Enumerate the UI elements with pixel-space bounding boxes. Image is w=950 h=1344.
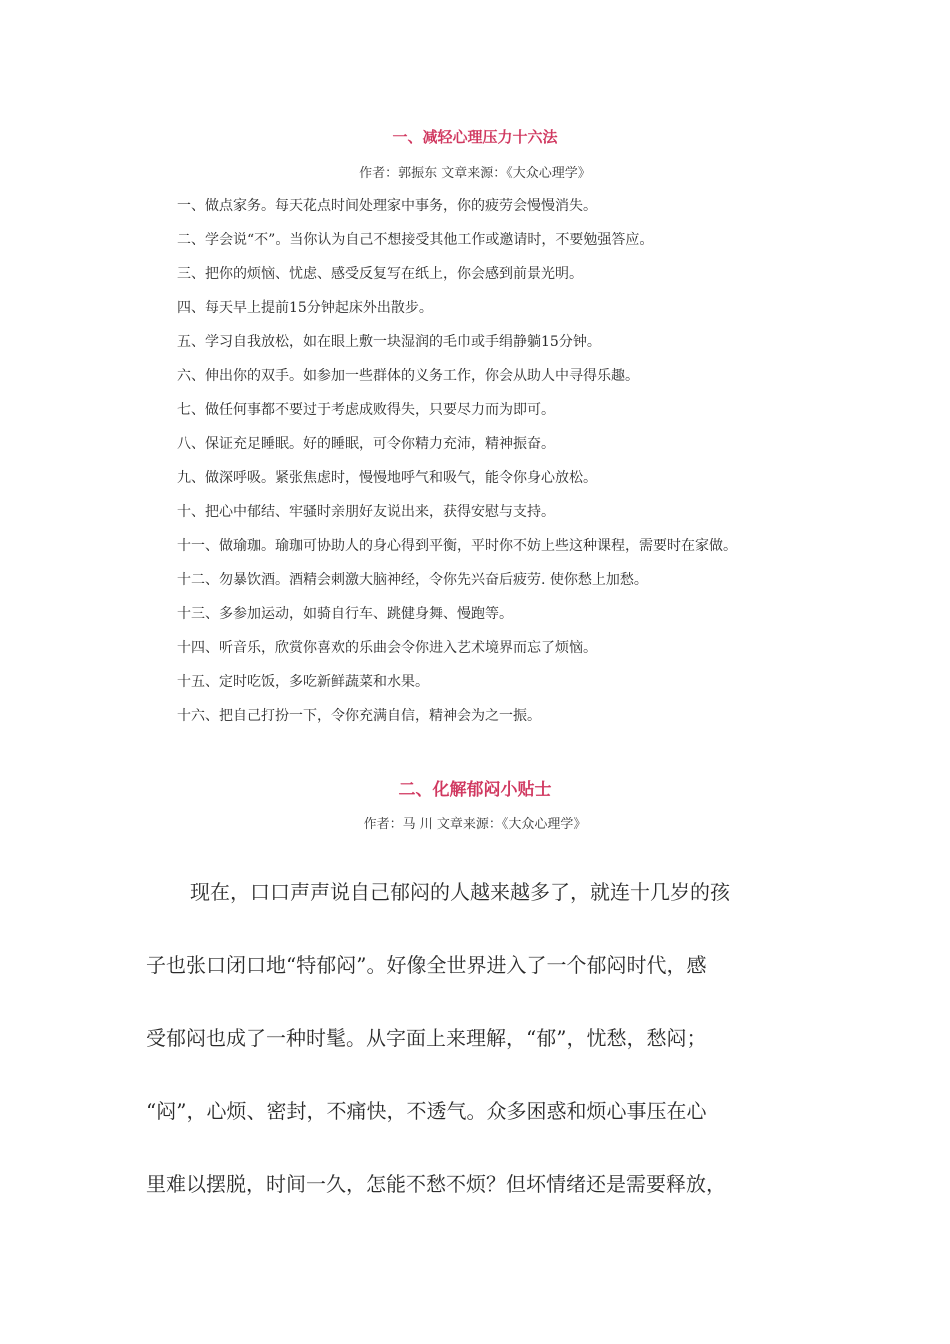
list-item: 七、做任何事都不要过于考虑成败得失，只要尽力而为即可。 [177, 402, 555, 418]
section-1-byline: 作者：郭振东 文章来源：《大众心理学》 [359, 166, 591, 181]
list-item: 一、做点家务。每天花点时间处理家中事务，你的疲劳会慢慢消失。 [177, 198, 597, 214]
list-item: 六、伸出你的双手。如参加一些群体的义务工作，你会从助人中寻得乐趣。 [177, 368, 639, 384]
section-2-paragraph [146, 870, 730, 1235]
section-2-title: 二、化解郁闷小贴士 [398, 780, 552, 800]
paragraph-line: 现在，口口声声说自己郁闷的人越来越多了，就连十几岁的孩 [190, 880, 730, 904]
list-item: 二、学会说“不”。当你认为自己不想接受其他工作或邀请时，不要勉强答应。 [177, 232, 654, 248]
section-2-byline: 作者：马 川 文章来源：《大众心理学》 [363, 817, 587, 832]
list-item: 十五、定时吃饭，多吃新鲜蔬菜和水果。 [177, 674, 429, 690]
paragraph-line: 子也张口闭口地“特郁闷”。好像全世界进入了一个郁闷时代，感 [146, 953, 707, 977]
list-item: 九、做深呼吸。紧张焦虑时，慢慢地呼气和吸气，能令你身心放松。 [177, 470, 597, 486]
list-item: 四、每天早上提前15分钟起床外出散步。 [177, 300, 433, 316]
list-item: 三、把你的烦恼、忧虑、感受反复写在纸上，你会感到前景光明。 [177, 266, 583, 282]
list-item: 十一、做瑜珈。瑜珈可协助人的身心得到平衡，平时你不妨上些这种课程，需要时在家做。 [177, 538, 737, 554]
list-item: 十六、把自己打扮一下，令你充满自信，精神会为之一振。 [177, 708, 541, 724]
stress-relief-list [177, 196, 737, 740]
list-item: 八、保证充足睡眠。好的睡眠，可令你精力充沛，精神振奋。 [177, 436, 555, 452]
list-item: 五、学习自我放松，如在眼上敷一块湿润的毛巾或手绢静躺15分钟。 [177, 334, 601, 350]
list-item: 十二、勿暴饮酒。酒精会刺激大脑神经，令你先兴奋后疲劳. 使你愁上加愁。 [177, 572, 648, 588]
list-item: 十、把心中郁结、牢骚时亲朋好友说出来，获得安慰与支持。 [177, 504, 555, 520]
paragraph-line: 里难以摆脱，时间一久，怎能不愁不烦？但坏情绪还是需要释放， [146, 1172, 726, 1196]
paragraph-line: “闷”，心烦、密封，不痛快，不透气。众多困惑和烦心事压在心 [146, 1099, 707, 1123]
list-item: 十四、听音乐，欣赏你喜欢的乐曲会令你进入艺术境界而忘了烦恼。 [177, 640, 597, 656]
paragraph-line: 受郁闷也成了一种时髦。从字面上来理解，“郁”，忧愁，愁闷； [146, 1026, 707, 1050]
section-1-title: 一、减轻心理压力十六法 [392, 128, 558, 146]
list-item: 十三、多参加运动，如骑自行车、跳健身舞、慢跑等。 [177, 606, 513, 622]
